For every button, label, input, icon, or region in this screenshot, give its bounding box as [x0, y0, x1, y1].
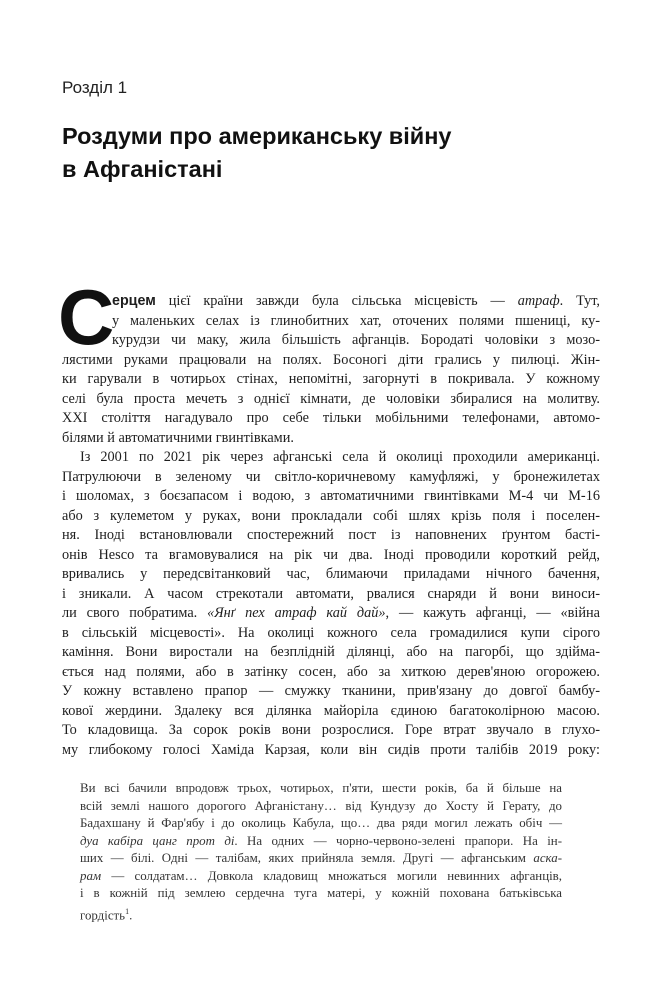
chapter-label: Розділ 1: [62, 78, 128, 97]
text-segment: селі була проста мечеть з однієї кімнати, де чоловіки збиралися на молитву.: [62, 390, 600, 407]
text-segment: У кожну вставлено прапор — смужку тканини, прив'язану до довгої бамбу-: [62, 683, 600, 699]
text-line: [62, 721, 600, 741]
italic-text: «Янґ пех атраф кай дай»: [207, 605, 386, 621]
text-line: [62, 741, 600, 761]
italic-text: дуа кабіра цанг прот ді: [80, 833, 235, 848]
text-segment: лястими руками працювали на полях. Босоногі діти грались у пилюці. Жін-: [62, 351, 600, 368]
text-line: [80, 833, 562, 851]
text-segment: онів Hesco та вгамовувалися на рік чи два. Іноді проводили короткий рейд,: [62, 546, 600, 563]
text-segment: ли свого побратима.: [62, 605, 208, 621]
italic-text: атраф: [517, 293, 560, 309]
text-segment: всій землі нашого дорогого Афганістану… від Кундузу до Хосту й Герату, до: [80, 798, 562, 813]
text-line: [80, 850, 562, 868]
text-line: [62, 468, 600, 488]
body-text: [62, 292, 600, 760]
text-line: [62, 663, 600, 683]
text-segment: Із 2001 по 2021 рік через афганські села й околиці проходили американці.: [80, 449, 600, 465]
text-segment: в сільській місцевості». На околиці кожного села громадилися купи сірого: [62, 624, 600, 641]
italic-text: рам: [80, 868, 102, 883]
text-segment: XXI століття нагадувало про себе тільки мобільними телефонами, автомо-: [62, 410, 600, 426]
text-line: [62, 448, 600, 468]
text-segment: , — кажуть афганці, — «війна: [385, 605, 600, 621]
chapter-title: [62, 120, 451, 186]
text-line: [62, 312, 600, 332]
text-line: [62, 702, 600, 722]
text-segment: Бадахшану й Фар'ябу і до околиць Кабула, що… два ряди могил лежать обіч —: [80, 816, 562, 830]
text-segment: і зникали. А часом стрекотали автомати, рвалися снаряди й вони виноси-: [62, 585, 600, 602]
text-line: [80, 868, 562, 886]
bold-text: ерцем: [112, 293, 156, 309]
text-line: [62, 370, 600, 390]
text-segment: і шоломах, з боєзапасом і водою, з автоматичними гвинтівками М-4 чи М-16: [62, 488, 600, 504]
text-line: [62, 682, 600, 702]
text-segment: ших — білі. Одні — талібам, яких прийняла земля. Другі — афганським: [80, 851, 534, 865]
text-segment: ки гарували в чотирьох стінах, непомітні, загорнуті в покривала. У кожному: [62, 371, 600, 387]
text-segment: цієї країни завжди була сільська місцевість —: [155, 293, 518, 309]
text-segment: курудзи чи маку, жила більшість афганців. Бородаті чоловіки з мозо-: [112, 332, 600, 348]
text-line: [62, 292, 600, 312]
italic-text: аска-: [533, 851, 562, 865]
text-line: [80, 903, 562, 921]
text-line: [62, 643, 600, 663]
text-line: [62, 526, 600, 546]
text-segment: Ви всі бачили впродовж трьох, чотирьох, п'яти, шести років, ба й більше на: [80, 781, 562, 795]
text-segment: гордість: [80, 907, 126, 922]
text-segment: ється над полями, або в затінку сосен, або за хиткою дерев'яною огорожею.: [62, 663, 600, 680]
text-line: [62, 624, 600, 644]
text-line: [80, 798, 562, 816]
text-segment: у маленьких селах із глинобитних хат, оточених полями пшениці, ку-: [112, 312, 600, 329]
text-line: [62, 487, 600, 507]
text-segment: вривались у передсвітанковий час, блимаючи приладами нічного бачення,: [62, 566, 600, 582]
text-segment: То кладовища. За сорок років вони розрослися. Горе втрат звучало в глухо-: [62, 722, 600, 738]
text-line: [62, 409, 600, 429]
text-line: [62, 390, 600, 410]
text-segment: ня. Іноді встановлювали спостережний пост із наповнених ґрунтом басті-: [62, 527, 600, 543]
text-line: [62, 429, 600, 449]
text-segment: . Тут,: [559, 293, 600, 309]
text-line: [62, 604, 600, 624]
text-line: [80, 815, 562, 833]
text-segment: і в кожній під землею сердечна туга матері, у кожній похована батьківська: [80, 886, 562, 900]
block-quote: [80, 780, 562, 920]
text-segment: му глибокому голосі Хаміда Карзая, коли він сидів проти талібів 2019 року:: [62, 741, 600, 758]
text-segment: або з кулеметом у руках, вони прокладали собі шлях крізь поля і поселен-: [62, 507, 600, 524]
footnote-marker: 1: [125, 906, 130, 916]
text-segment: білями й автоматичними гвинтівками.: [62, 429, 294, 446]
text-segment: кової жердини. Здалеку вся ділянка майоріла єдиною багатоколірною масою.: [62, 702, 600, 719]
title-line: в Афганістані: [62, 156, 223, 182]
text-line: [62, 331, 600, 351]
drop-cap: С: [58, 273, 115, 361]
text-line: [80, 885, 562, 903]
text-line: [80, 780, 562, 798]
text-segment: . На одних — чорно-червоно-зелені прапори. На ін-: [234, 833, 562, 848]
text-line: [62, 585, 600, 605]
title-line: Роздуми про американську війну: [62, 123, 452, 149]
text-line: [62, 507, 600, 527]
text-line: [62, 351, 600, 371]
text-segment: .: [129, 907, 133, 922]
text-segment: каміння. Вони виростали на безплідній ділянці, або на пагорбі, що здійма-: [62, 644, 600, 660]
text-segment: Патрулюючи в зеленому чи світло-коричневому камуфляжі, у бронежилетах: [62, 468, 600, 485]
text-line: [62, 546, 600, 566]
text-segment: — солдатам… Довкола кладовищ множаться могили невинних афганців,: [101, 868, 562, 883]
text-line: [62, 565, 600, 585]
